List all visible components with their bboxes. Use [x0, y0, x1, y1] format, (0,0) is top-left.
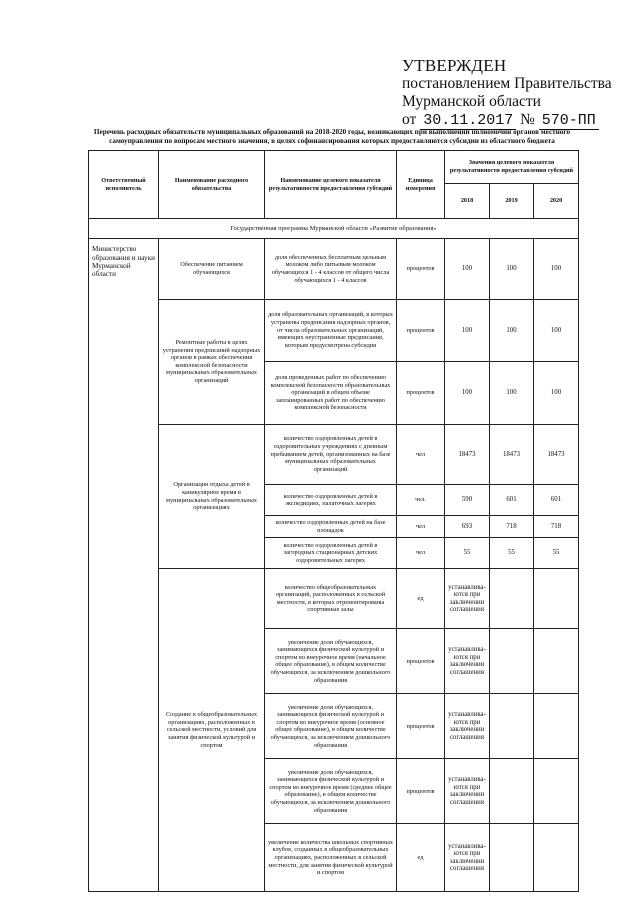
value-2018-cell: 693 [445, 516, 490, 538]
approval-title: УТВЕРЖДЕН [402, 56, 507, 75]
table-row [89, 424, 579, 484]
unit-cell: чел. [397, 485, 445, 516]
table-body [89, 219, 579, 892]
indicator-cell: доля проведенных работ по обеспечению комплексной безопасности образовательных организаций в общем объеме запланированных работ по обеспечению комплексной безопасности [265, 362, 397, 425]
value-2020-cell [534, 824, 579, 892]
header-2018: 2018 [445, 184, 490, 219]
value-2018-cell: устанавлива-ются при заключении соглашения [445, 569, 490, 629]
value-2020-cell: 100 [534, 362, 579, 425]
number-prefix: № [520, 111, 535, 128]
header-2019: 2019 [490, 184, 534, 219]
header-2020: 2020 [534, 184, 579, 219]
value-2018-cell: 100 [445, 362, 490, 425]
value-2018-cell: устанавлива-ются при заключении соглашения [445, 824, 490, 892]
indicator-cell: доля образовательных организаций, в которых устранены предписания надзорных органов, от числа образовательных организаций, имеющих неустраненные предписания, которым предусмотрена субсидия [265, 299, 397, 362]
value-2019-cell [490, 629, 534, 694]
value-2019-cell [490, 694, 534, 759]
approval-line-1: постановлением Правительства [402, 75, 612, 92]
value-2019-cell: 55 [490, 538, 534, 569]
indicator-cell: увеличение количества школьных спортивных клубов, созданных в общеобразовательных организациях, расположенных в сельской местности, для занятия физической культурой и спортом [265, 824, 397, 892]
approval-stamp [402, 57, 632, 130]
indicator-cell: количество оздоровленных детей в загородных стационарных детских оздоровительных лагерях [265, 538, 397, 569]
value-2019-cell [490, 569, 534, 629]
unit-cell: процентов [397, 629, 445, 694]
table-row [89, 239, 579, 299]
unit-cell: процентов [397, 362, 445, 425]
obligation-cell: Обеспечение питанием обучающихся [159, 239, 265, 299]
unit-cell: процентов [397, 239, 445, 299]
value-2020-cell [534, 694, 579, 759]
unit-cell: чел [397, 516, 445, 538]
table-row [89, 299, 579, 362]
program-row [89, 219, 579, 239]
document-title: Перечень расходных обязательств муниципальных образований на 2018-2020 годы, возникающих при выполнении полномочий органов местного самоуправления по вопросам местного значения, в целях софинансирования которых предоставляются субсидии из областного бюджета [93, 128, 571, 145]
obligations-table [88, 150, 579, 892]
program-title: Государственная программа Мурманской области «Развитие образования» [89, 219, 579, 239]
indicator-cell: количество оздоровленных детей в оздоровительных учреждениях с дневным пребыванием детей, организованных на базе муниципальных образовательных организаций [265, 424, 397, 484]
value-2020-cell [534, 569, 579, 629]
indicator-cell: увеличение доли обучающихся, занимающихся физической культурой и спортом во внеурочное время (среднее общее образование), в общем количестве обучающихся, за исключением дошкольного образования [265, 759, 397, 824]
value-2019-cell: 100 [490, 362, 534, 425]
date-prefix: от [402, 111, 417, 128]
value-2019-cell: 601 [490, 485, 534, 516]
unit-cell: процентов [397, 759, 445, 824]
unit-cell: процентов [397, 694, 445, 759]
header-indicator: Наименование целевого показателя результативности предоставления субсидий [265, 151, 397, 219]
unit-cell: ед [397, 569, 445, 629]
header-unit: Единица измерения [397, 151, 445, 219]
indicator-cell: увеличение доли обучающихся, занимающихся физической культурой и спортом во внеурочное время (начальное общее образование), в общем количестве обучающихся, за исключением дошкольного образования [265, 629, 397, 694]
approval-line-2: Мурманской области [402, 93, 541, 110]
value-2018-cell: 100 [445, 299, 490, 362]
indicator-cell: количество оздоровленных детей в экспедициях, палаточных лагерях [265, 485, 397, 516]
indicator-cell: количество оздоровленных детей на базе площадок [265, 516, 397, 538]
value-2020-cell [534, 629, 579, 694]
approval-number: 570-ПП [539, 112, 599, 130]
value-2018-cell: устанавлива-ются при заключении соглашения [445, 694, 490, 759]
value-2020-cell: 601 [534, 485, 579, 516]
value-2020-cell: 718 [534, 516, 579, 538]
value-2019-cell [490, 759, 534, 824]
value-2020-cell: 100 [534, 239, 579, 299]
header-values-group: Значения целевого показателя результативности предоставления субсидий [445, 151, 579, 184]
value-2020-cell: 18473 [534, 424, 579, 484]
value-2018-cell: устанавлива-ются при заключении соглашения [445, 629, 490, 694]
indicator-cell: количество общеобразовательных организаций, расположенных в сельской местности, в которых отремонтированы спортивные залы [265, 569, 397, 629]
obligation-cell: Организация отдыха детей в каникулярное время в муниципальных образовательных организациях [159, 424, 265, 568]
obligation-cell: Ремонтные работы в целях устранения предписаний надзорных органов в рамках обеспечения комплексной безопасности муниципальных образовательных организаций [159, 299, 265, 424]
obligation-cell: Создание в общеобразовательных организациях, расположенных в сельской местности, условий для занятия физической культурой и спортом [159, 569, 265, 892]
value-2019-cell [490, 824, 534, 892]
header-row [89, 151, 579, 184]
value-2020-cell: 55 [534, 538, 579, 569]
indicator-cell: доля обеспеченных бесплатным цельным молоком либо питьевым молоком обучающихся 1 - 4 классов от общего числа обучающихся 1 - 4 классов [265, 239, 397, 299]
header-obligation: Наименование расходного обязательства [159, 151, 265, 219]
value-2018-cell: 590 [445, 485, 490, 516]
header-executor: Ответственный исполнитель [89, 151, 159, 219]
unit-cell: чел [397, 424, 445, 484]
approval-date: 30.11.2017 [420, 112, 516, 130]
value-2020-cell [534, 759, 579, 824]
table-row [89, 569, 579, 629]
value-2019-cell: 100 [490, 239, 534, 299]
unit-cell: чел [397, 538, 445, 569]
value-2019-cell: 100 [490, 299, 534, 362]
unit-cell: процентов [397, 299, 445, 362]
unit-cell: ед [397, 824, 445, 892]
value-2018-cell: устанавлива-ются при заключении соглашения [445, 759, 490, 824]
value-2020-cell: 100 [534, 299, 579, 362]
executor-cell: Министерство образования и науки Мурманской области [89, 239, 159, 892]
value-2018-cell: 18473 [445, 424, 490, 484]
value-2018-cell: 55 [445, 538, 490, 569]
value-2018-cell: 100 [445, 239, 490, 299]
indicator-cell: увеличение доли обучающихся, занимающихся физической культурой и спортом во внеурочное время (основное общее образование), в общем количестве обучающихся, за исключением дошкольного образования [265, 694, 397, 759]
value-2019-cell: 718 [490, 516, 534, 538]
value-2019-cell: 18473 [490, 424, 534, 484]
